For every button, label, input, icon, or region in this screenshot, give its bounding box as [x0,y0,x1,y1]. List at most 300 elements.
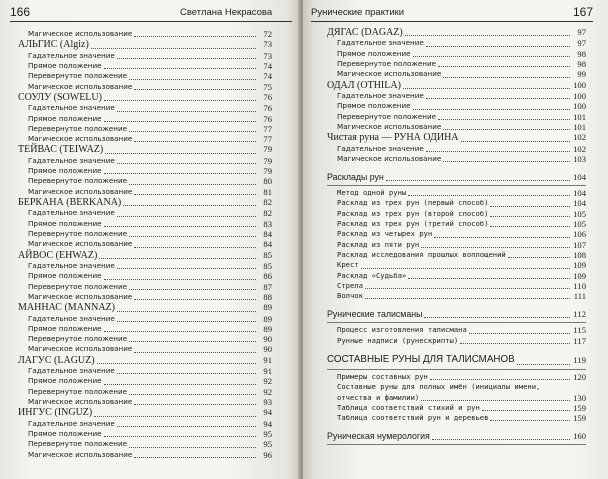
toc-entry [18,176,272,186]
toc-leader-dots [104,99,256,101]
toc-entry-title: Гадательное значение [28,418,115,428]
toc-leader-dots [129,183,256,185]
toc-leader-dots [386,179,570,181]
toc-entry-title: МАННАС (MANNAZ) [18,302,115,314]
toc-entry-title: Расклад из пяти рун [337,239,420,249]
toc-entry [18,187,272,197]
toc-entry [18,134,272,144]
toc-leader-dots [97,362,256,364]
toc-leader-dots [490,215,570,217]
toc-entry-page: 76 [263,91,272,102]
toc-entry-title: Таблица соответствий стихий и рун [337,402,480,412]
toc-entry-page: 84 [263,239,272,250]
toc-entry [18,29,272,39]
right-toc-list [327,27,586,447]
toc-entry-title: Прямое положение [28,166,102,176]
toc-entry-page: 104 [573,172,586,183]
toc-leader-dots [134,140,256,142]
toc-entry-page: 120 [573,372,586,382]
toc-leader-dots [94,415,256,417]
toc-entry [18,156,272,166]
toc-entry-page: 80 [263,176,272,187]
toc-leader-dots [438,65,570,67]
toc-entry-title: Волчок [337,291,363,301]
toc-entry [327,382,586,392]
toc-entry-page: 79 [263,166,272,177]
toc-entry [18,219,272,229]
toc-entry-page: 87 [263,281,272,292]
toc-entry [18,92,272,103]
toc-entry [327,430,586,442]
toc-entry-title: ОДАЛ (OTHILA) [327,79,401,91]
toc-entry-page: 110 [573,280,586,291]
toc-entry [18,397,272,407]
right-running-head: Рунические практики [311,7,405,18]
toc-entry-title: Магическое использование [28,239,133,249]
toc-entry [18,334,272,344]
toc-entry [327,101,586,111]
toc-entry [327,308,586,320]
toc-gap [327,346,586,353]
toc-leader-dots [134,351,256,353]
toc-entry-title: Прямое положение [337,101,411,111]
toc-entry-page: 117 [573,335,586,346]
toc-leader-dots [403,87,570,89]
toc-entry-title: Магическое использование [28,186,133,196]
toc-entry [327,413,586,423]
toc-entry [327,393,586,403]
toc-entry-page: 104 [573,198,586,209]
toc-leader-dots [365,287,570,289]
toc-entry-page: 115 [573,325,586,336]
toc-entry-page: 86 [263,271,272,282]
toc-entry [327,171,586,183]
toc-leader-dots [91,47,256,49]
toc-leader-dots [490,225,570,227]
toc-entry-title: Расклад из трех рун (третий способ) [337,219,489,229]
toc-entry-title: Магическое использование [337,121,442,131]
toc-leader-dots [430,378,570,380]
toc-entry [327,27,586,38]
toc-entry-page: 105 [573,208,586,219]
toc-entry-title: Расклад из четырех рун [337,229,433,239]
toc-leader-dots [408,277,570,279]
toc-leader-dots [517,363,570,365]
toc-entry-page: 107 [573,239,586,250]
toc-entry [327,69,586,79]
toc-entry [327,209,586,219]
toc-leader-dots [104,120,256,122]
toc-entry [18,166,272,176]
toc-leader-dots [104,278,256,280]
toc-entry-page: 88 [263,291,272,302]
toc-leader-dots [117,267,256,269]
toc-leader-dots [123,204,256,206]
toc-leader-dots [434,236,570,238]
toc-entry [327,219,586,229]
toc-entry [327,59,586,69]
toc-entry [18,344,272,354]
toc-entry-page: 102 [573,132,586,143]
toc-entry-page: 119 [573,355,586,365]
toc-leader-dots [421,399,570,401]
toc-entry-title: Магическое использование [28,291,133,301]
toc-leader-dots [490,205,570,207]
toc-leader-dots [117,110,256,112]
toc-entry-title: Таблица соответствий рун и деревьев [337,413,489,423]
toc-entry-title: Перевернутое положение [28,439,128,449]
toc-entry-title: Магическое использование [28,29,133,38]
toc-entry [327,198,586,208]
toc-entry [327,353,586,367]
toc-entry-title: Рунические талисманы [327,309,423,320]
toc-entry-page: 76 [263,113,272,124]
toc-entry-page: 112 [573,309,586,320]
toc-entry-page: 106 [573,229,586,240]
toc-entry-title: Прямое положение [28,323,102,333]
toc-leader-dots [365,297,570,299]
toc-leader-dots [117,425,256,427]
toc-leader-dots [426,97,570,99]
toc-leader-dots [117,320,256,322]
toc-entry-page: 99 [577,69,586,80]
toc-entry [327,49,586,59]
toc-entry-title: Прямое положение [28,271,102,281]
toc-leader-dots [104,225,256,227]
toc-leader-dots [461,140,570,142]
toc-entry-title: Перевернутое положение [28,281,128,291]
toc-gap [327,164,586,171]
toc-entry-title: АЛЬГИС (Algiz) [18,39,89,51]
right-running-header [311,7,593,22]
toc-entry-page: 160 [573,431,586,442]
toc-entry [18,419,272,429]
toc-entry [18,61,272,71]
toc-entry-title: Гадательное значение [28,313,115,323]
toc-entry-title: Гадательное значение [28,208,115,218]
toc-entry [327,80,586,91]
toc-entry [18,114,272,124]
toc-entry-title: СОСТАВНЫЕ РУНЫ ДЛЯ ТАЛИСМАНОВ [327,354,515,365]
toc-leader-dots [134,298,256,300]
toc-entry [18,239,272,249]
toc-entry-page: 108 [573,249,586,260]
toc-leader-dots [117,310,256,312]
toc-leader-dots [134,35,256,37]
toc-leader-dots [134,193,256,195]
toc-leader-dots [405,34,570,36]
toc-entry-page: 79 [263,155,272,166]
toc-entry [327,112,586,122]
toc-entry-page: 73 [263,39,272,50]
toc-entry-title: Процесс изготовления талисмана [337,325,467,335]
toc-leader-dots [438,118,570,120]
toc-entry [327,188,586,198]
toc-leader-dots [117,372,256,374]
toc-entry-page: 101 [573,121,586,132]
toc-entry [18,324,272,334]
toc-entry-title: АЙВОС (EHWAZ) [18,249,98,261]
toc-entry-title: Перевернутое положение [28,71,128,81]
toc-entry-page: 91 [263,366,272,377]
toc-leader-dots [508,256,570,258]
left-running-header [10,7,292,22]
right-page-number: 167 [572,5,593,19]
toc-leader-dots [424,316,570,318]
toc-entry-title: Магическое использование [28,134,133,144]
toc-leader-dots [432,438,570,440]
toc-entry [18,82,272,92]
toc-leader-dots [104,330,256,332]
toc-leader-dots [482,409,570,411]
toc-entry-title: Прямое положение [28,429,102,439]
toc-entry-page: 97 [577,38,586,49]
toc-entry [327,281,586,291]
toc-entry-title: Перевернутое положение [337,111,437,121]
toc-leader-dots [134,403,256,405]
toc-entry [18,261,272,271]
toc-entry-page: 159 [573,402,586,413]
toc-entry-page: 89 [263,323,272,334]
toc-entry-title: Прямое положение [28,113,102,123]
toc-entry-page: 93 [263,397,272,408]
toc-entry-page: 82 [263,208,272,219]
toc-entry [327,336,586,346]
toc-entry [18,71,272,81]
toc-leader-dots [134,88,256,90]
toc-entry-page: 95 [263,429,272,440]
toc-entry-title: ЛАГУС (LAGUZ) [18,354,95,366]
toc-entry-page: 77 [263,123,272,134]
toc-entry-page: 77 [263,134,272,145]
toc-entry [18,103,272,113]
toc-entry-title: Магическое использование [28,449,133,459]
toc-leader-dots [426,150,570,152]
toc-entry [18,366,272,376]
toc-entry-page: 75 [263,81,272,92]
toc-entry-page: 130 [573,392,586,403]
toc-entry-title: Прямое положение [28,60,102,70]
toc-entry [327,122,586,132]
toc-entry-page: 100 [573,79,586,90]
toc-entry-page: 85 [263,249,272,260]
toc-leader-dots [469,332,570,334]
toc-leader-dots [443,128,570,130]
toc-entry-title: Гадательное значение [28,261,115,270]
toc-leader-dots [104,435,256,437]
toc-entry-title: Гадательное значение [337,143,424,153]
toc-entry [18,271,272,281]
toc-leader-dots [117,215,256,217]
toc-entry-page: 73 [263,50,272,61]
toc-entry-title: СОУЛУ (SOWELU) [18,91,102,103]
toc-entry [18,229,272,239]
toc-entry-title: Прямое положение [28,218,102,228]
toc-entry-title: Перевернутое положение [28,176,128,186]
toc-entry [18,144,272,155]
toc-entry [327,132,586,143]
toc-entry [327,325,586,335]
toc-entry-page: 81 [263,186,272,197]
toc-leader-dots [117,57,256,59]
toc-entry-title: Рунные надписи (рунескрипты) [337,335,459,345]
toc-entry-title: БЕРКАНА (BERKANA) [18,197,122,209]
toc-entry-page: 100 [573,101,586,112]
toc-gap [327,301,586,308]
toc-leader-dots [134,246,256,248]
toc-entry-title: ИНГУС (INGUZ) [18,407,93,419]
toc-entry-title: Примеры составных рун [337,372,428,381]
toc-entry-page: 84 [263,229,272,240]
toc-entry [327,291,586,301]
left-toc-list [18,29,272,460]
toc-entry-title: Гадательное значение [28,155,115,165]
toc-entry-page: 103 [573,153,586,164]
toc-entry-title: Расклад из трех рун (первый способ) [337,198,489,208]
toc-entry-title: Прямое положение [337,48,411,58]
toc-entry [18,407,272,418]
toc-entry [18,387,272,397]
toc-entry-page: 74 [263,71,272,82]
toc-entry-title: Перевернутое положение [28,386,128,396]
toc-entry-title: Расклад из трех рун (второй способ) [337,208,489,218]
toc-entry-page: 94 [263,407,272,418]
toc-entry [18,376,272,386]
toc-leader-dots [421,246,570,248]
toc-entry-title: Магическое использование [337,153,442,163]
toc-entry [18,292,272,302]
toc-entry-title: Расклад «Судьба» [337,270,407,280]
toc-entry-page: 89 [263,302,272,313]
toc-leader-dots [104,172,256,174]
toc-entry-page: 104 [573,188,586,199]
toc-entry-page: 83 [263,218,272,229]
toc-entry-title: ТЕЙВАС (TEIWAZ) [18,144,104,156]
toc-entry-title: Перевернутое положение [28,334,128,344]
toc-entry-title: Гадательное значение [28,366,115,376]
toc-entry-page: 90 [263,344,272,355]
toc-entry [327,271,586,281]
toc-leader-dots [460,342,570,344]
toc-entry [18,439,272,449]
toc-entry-page: 98 [577,48,586,59]
toc-entry-page: 105 [573,219,586,230]
toc-entry-title: Магическое использование [28,81,133,91]
toc-entry-title: Гадательное значение [337,38,424,48]
toc-leader-dots [408,194,570,196]
toc-leader-dots [134,456,256,458]
toc-entry-title: Гадательное значение [28,50,115,60]
section-rule [327,368,586,370]
toc-entry [327,372,586,382]
toc-entry-title: Гадательное значение [28,103,115,113]
toc-entry-title: Гадательное значение [337,90,424,100]
toc-entry-page: 89 [263,313,272,324]
toc-entry [18,250,272,261]
toc-entry-page: 95 [263,439,272,450]
toc-entry-title: Метод одной руны [337,188,407,198]
toc-entry-page: 90 [263,334,272,345]
toc-entry [18,208,272,218]
toc-entry [327,154,586,164]
left-page-number: 166 [10,5,31,19]
toc-entry-page: 76 [263,103,272,114]
section-rule [327,321,586,323]
toc-entry [327,240,586,250]
toc-leader-dots [129,288,256,290]
toc-entry-page: 109 [573,260,586,271]
left-page [0,0,300,479]
toc-leader-dots [413,55,570,57]
section-rule [327,443,586,445]
toc-entry [327,91,586,101]
toc-leader-dots [490,419,570,421]
toc-entry [18,39,272,50]
toc-leader-dots [129,393,256,395]
left-running-head: Светлана Некрасова [180,7,273,18]
toc-entry-title: Перевернутое положение [28,123,128,133]
toc-entry-title: Магическое использование [337,69,442,79]
section-rule [327,184,586,186]
toc-entry-page: 102 [573,143,586,154]
toc-leader-dots [443,160,570,162]
toc-entry-page: 82 [263,197,272,208]
toc-entry-title: Магическое использование [28,344,133,354]
toc-entry [327,229,586,239]
toc-leader-dots [129,446,256,448]
toc-entry [18,302,272,313]
toc-leader-dots [105,152,256,154]
toc-entry-page: 98 [577,58,586,69]
toc-leader-dots [361,267,570,269]
toc-entry-page: 79 [263,144,272,155]
toc-entry-title: Крест [337,260,359,270]
toc-leader-dots [129,235,256,237]
toc-entry-page: 100 [573,90,586,101]
toc-entry-title: ДЯГАС (DAGAZ) [327,26,403,38]
toc-entry-title: Чистая руна — РУНА ОДИНА [327,132,459,144]
toc-entry [327,144,586,154]
toc-leader-dots [129,340,256,342]
toc-entry [18,355,272,366]
toc-entry-title: Стрела [337,280,363,290]
toc-entry [327,250,586,260]
toc-entry-page: 92 [263,386,272,397]
toc-entry [18,282,272,292]
toc-entry-title: Руническая нумерология [327,431,430,442]
toc-entry-page: 91 [263,354,272,365]
toc-entry-page: 94 [263,418,272,429]
toc-entry-page: 92 [263,376,272,387]
toc-entry-title: Прямое положение [28,376,102,386]
toc-entry-page: 109 [573,270,586,281]
toc-entry [18,51,272,61]
toc-entry-page: 74 [263,60,272,71]
toc-leader-dots [426,45,570,47]
toc-entry-title: Перевернутое положение [337,58,437,68]
toc-entry [327,260,586,270]
toc-entry-page: 85 [263,261,272,271]
toc-entry-title: отчества и фамилии) [337,392,420,402]
toc-leader-dots [129,130,256,132]
toc-leader-dots [117,162,256,164]
toc-entry-page: 72 [263,29,272,39]
toc-leader-dots [413,108,570,110]
toc-entry [327,38,586,48]
toc-leader-dots [129,78,256,80]
toc-leader-dots [104,383,256,385]
toc-entry-page: 101 [573,111,586,122]
